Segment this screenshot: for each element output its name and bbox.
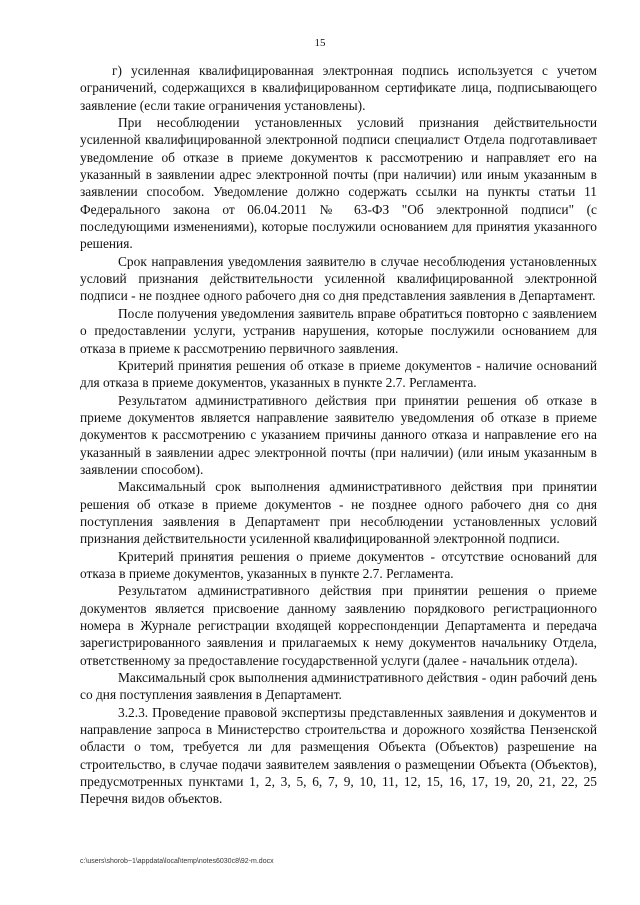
paragraph-reapplication: После получения уведомления заявитель вправе обратиться повторно с заявлением о предоставлении услуги, устранив нарушения, которые послужили основанием для отказа в приеме к рассмотрению первичного заявления.: [80, 305, 597, 356]
paragraph-acceptance-result: Результатом административного действия при принятии решения о приеме документов является присвоение данному заявлению порядкового регистрационного номера в Журнале регистрации входящей корреспонденции Департамента и передача зарегистрированного заявления и прилагаемых к нему документов начальнику Отдела, ответственному за предоставление государственной услуги (далее - начальник отдела).: [80, 583, 597, 668]
footer-file-path: c:\users\shorob~1\appdata\local\temp\notes6030c8\92-m.docx: [80, 858, 274, 865]
paragraph-section-3-2-3: 3.2.3. Проведение правовой экспертизы представленных заявления и документов и направление запроса в Министерство строительства и дорожного хозяйства Пензенской области о том, требуется ли для размещения Объекта (Объектов) разрешение на строительство, в случае подачи заявителем заявления о размещении Объекта (Объектов), предусмотренных пунктами 1, 2, 3, 5, 6, 7, 9, 10, 11, 12, 15, 16, 17, 19, 20, 21, 22, 25 Перечня видов объектов.: [80, 704, 597, 807]
paragraph-invalid-signature-notice: При несоблюдении установленных условий признания действительности усиленной квалифицированной электронной подписи специалист Отдела подготавливает уведомление об отказе в приеме документов к рассмотрению и направляет его на указанный в заявлении адрес электронной почты (при наличии) или иным указанным в заявлении способом. Уведомление должно содержать ссылки на пункты статьи 11 Федерального закона от 06.04.2011 № 63-ФЗ "Об электронной подписи" (с последующими изменениями), которые послужили основанием для принятия указанного решения.: [80, 115, 597, 252]
page-number: 15: [314, 37, 326, 49]
paragraph-refusal-deadline: Максимальный срок выполнения административного действия при принятии решения об отказе в приеме документов - не позднее одного рабочего дня со дня поступления заявления в Департамент при несоблюдении установленных условий признания действительности усиленной квалифицированной электронной подписи.: [80, 479, 597, 547]
paragraph-refusal-result: Результатом административного действия при принятии решения об отказе в приеме документов является направление заявителю уведомления об отказе в приеме документов к рассмотрению с указанием причины данного отказа и направление его на указанный в заявлении адрес электронной почты (при наличии) (или иным указанным в заявлении способом).: [80, 392, 597, 477]
paragraph-acceptance-criterion: Критерий принятия решения о приеме документов - отсутствие оснований для отказа в приеме документов, указанных в пункте 2.7. Регламента.: [80, 548, 597, 581]
paragraph-acceptance-deadline: Максимальный срок выполнения административного действия - один рабочий день со дня поступления заявления в Департамент.: [80, 670, 597, 703]
document-body: [80, 62, 597, 808]
paragraph-refusal-criterion: Критерий принятия решения об отказе в приеме документов - наличие оснований для отказа в приеме документов, указанных в пункте 2.7. Регламента.: [80, 357, 597, 391]
paragraph-signature-restrictions: г) усиленная квалифицированная электронная подпись используется с учетом ограничений, содержащихся в квалифицированном сертификате лица, подписывающего заявление (если такие ограничения установлены).: [80, 63, 597, 113]
paragraph-notice-deadline: Срок направления уведомления заявителю в случае несоблюдения установленных условий признания действительности усиленной квалифицированной электронной подписи - не позднее одного рабочего дня со дня представления заявления в Департамент.: [80, 253, 597, 304]
